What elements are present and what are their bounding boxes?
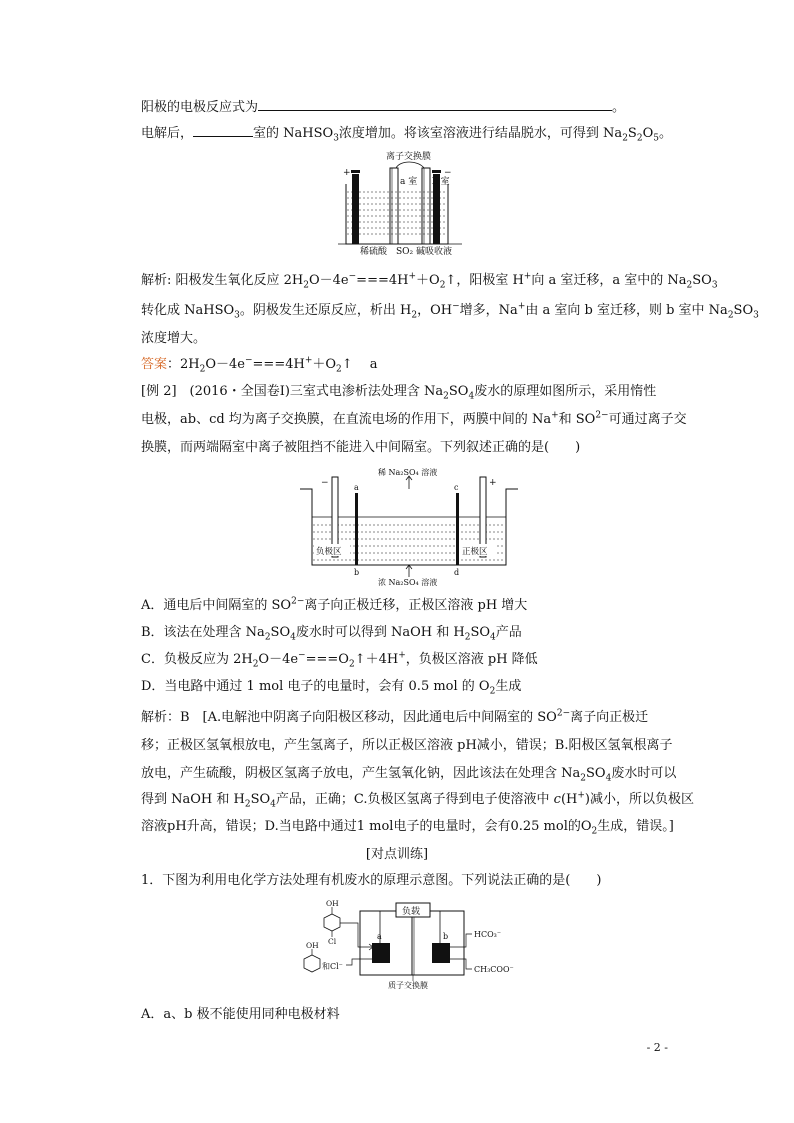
room-a-label: a 室 (400, 177, 418, 187)
text: 室的 NaHSO (253, 126, 334, 141)
text: ===O (305, 652, 349, 667)
answer-blank (193, 124, 253, 137)
answer-blank (258, 98, 612, 111)
text: D．当电路中通过 1 mol 电子的电量时，会有 0.5 mol 的 O (141, 679, 490, 694)
text: 换膜，而两端隔室中离子被阻挡不能进入中间隔室。下列叙述正确的是( ) (141, 440, 581, 455)
electrode-a (372, 943, 390, 963)
text: 解析: 阳极发生氧化反应 2H (141, 273, 304, 288)
figure-organic-wastewater-cell (296, 897, 518, 989)
anode-equation-line (141, 98, 625, 117)
text: 增多，Na (459, 303, 518, 318)
text: SO (470, 625, 491, 640)
arrow-out (346, 959, 372, 965)
chlorophenol-ring (324, 914, 340, 931)
question-1-option-a: A．a、b 极不能使用同种电极材料 (141, 1007, 340, 1022)
label-d: d (454, 568, 460, 577)
load-label: 负载 (402, 907, 421, 917)
right-liquid-label: SO₂ 碱吸收液 (396, 247, 453, 256)
text: 离子向正极迁移，正极区溶液 pH 增大 (304, 598, 528, 613)
text: (H (560, 792, 578, 807)
analysis-1-line-2: 转化成 NaHSO$_3$。阴极发生还原反应，析出 $H_2$，OH−增多，Na+由 a 室向 b 室迁移，则 b 室中 $Na_2SO_3$ (141, 301, 759, 321)
text: SO (270, 625, 291, 640)
figure-electrolysis-cell-1 (338, 148, 476, 256)
text: 阳极的电极反应式为 (141, 100, 259, 115)
analysis-2-line-1: 解析：B [A.电解池中阴离子向阳极区移动，因此通电后中间隔室的 $SO^{2-}$离子向正极迁 (141, 708, 649, 725)
membrane-label: 离子交换膜 (386, 152, 432, 162)
text: ===4H (252, 357, 305, 372)
membrane-cd (456, 493, 459, 565)
analysis-2-line-2 (141, 737, 672, 755)
text: C．负极反应为 2H (141, 652, 253, 667)
text: ，负极区溶液 pH 降低 (405, 652, 538, 667)
label-b: b (354, 568, 360, 577)
text: 和 SO (558, 412, 596, 427)
text: 产品，正确；C.负极区氢离子得到电子使溶液中 (275, 792, 554, 807)
text: 产品 (495, 625, 522, 640)
text: B．该法在处理含 Na (141, 625, 265, 640)
section-heading: [对点训练] (365, 847, 429, 862)
page-number: - 2 - (646, 1041, 668, 1054)
right-terminal (432, 170, 441, 173)
option-a: A．通电后中间隔室的 $SO^{2-}$离子向正极迁移，正极区溶液 pH 增大 (141, 596, 528, 613)
plus-sign: + (489, 478, 497, 488)
option-c: C．负极反应为 $2H_2O-4e^-===O_2↑+4H^+$，负极区溶液 pH 降低 (141, 650, 538, 670)
text: ：2H (167, 357, 200, 372)
text: 转化成 NaHSO (141, 303, 235, 318)
arrow-acetate (450, 959, 472, 969)
text: c (553, 792, 561, 807)
text: 溶液pH升高，错误；D.当电路中通过1 mol电子的电量时，会有0.25 mol的O (141, 819, 592, 834)
example-2-line-3 (141, 439, 580, 457)
text: 废水的原理如图所示，采用惰性 (474, 384, 657, 399)
option-d: D．当电路中通过 1 mol 电子的电量时，会有 0.5 mol 的 $O_2$生成 (141, 679, 522, 697)
text: ，OH (417, 303, 453, 318)
example-2-line-2: 电极，ab、cd 均为离子交换膜，在直流电场的作用下，两膜中间的 Na+和 $SO^{2-}$可通过离子交 (141, 410, 687, 427)
hco3-label: HCO₃⁻ (474, 930, 502, 939)
analysis-2-line-4: 得到 NaOH 和 $H_2SO_4$产品，正确；C.负极区氢离子得到电子使溶液中 c(H+)减小，所以负极区 (141, 790, 694, 810)
analysis-2-line-5: 溶液pH升高，错误；D.当电路中通过1 mol电子的电量时，会有0.25 mol的$O_2$生成，错误。] (141, 819, 674, 837)
answer-1-line: 答案：$2H_2O-4e^-===4H^++O_2↑$ a (141, 355, 378, 375)
membrane-pointer (396, 162, 424, 168)
text: ===4H (356, 273, 409, 288)
phenol-ring (304, 955, 320, 972)
analysis-1-line-3 (141, 330, 206, 348)
text: 废水时可以 (611, 766, 677, 781)
text: [例 2] (2016・全国卷Ⅰ)三室式电渗析法处理含 Na (141, 384, 444, 399)
minus-sign: − (321, 478, 329, 488)
text: ↑ a (341, 357, 378, 372)
bottom-solution-label: 浓 Na₂SO₄ 溶液 (378, 578, 438, 587)
analysis-2-line-3: 放电，产生硫酸，阴极区氢离子放电，产生氢氧化钠，因此该法在处理含 $Na_2SO_4$废水时可以 (141, 766, 677, 784)
text: 废水时可以得到 NaOH 和 H (295, 625, 465, 640)
oh-label: OH (326, 899, 339, 908)
figure-electrodialysis-cell (300, 465, 518, 587)
text: O－4e (205, 357, 245, 372)
option-b: B．该法在处理含 $Na_2SO_4$废水时可以得到 NaOH 和 $H_2SO_4$产品 (141, 625, 522, 643)
text: 放电，产生硫酸，阴极区氢离子放电，产生氢氧化钠，因此该法在处理含 Na (141, 766, 581, 781)
text: 电解后， (141, 126, 194, 141)
oh2-label: OH (306, 941, 319, 950)
text: 电极，ab、cd 均为离子交换膜，在直流电场的作用下，两膜中间的 Na (141, 412, 552, 427)
text: 。 (612, 100, 626, 115)
electrode-b (432, 943, 450, 963)
text: 由 a 室向 b 室迁移，则 b 室中 Na (525, 303, 728, 318)
text: SO (586, 766, 606, 781)
label-c: c (454, 483, 459, 492)
text: ↑＋4H (354, 652, 399, 667)
text: 浓度增加。将该室溶液进行结晶脱水，可得到 Na (338, 126, 623, 141)
text: 得到 NaOH 和 H (141, 792, 245, 807)
text: ＋O (416, 273, 440, 288)
example-2-line-1: [例 2] (2016・全国卷Ⅰ)三室式电渗析法处理含 $Na_2SO_4$废水的原理如图所示，采用惰性 (141, 384, 657, 402)
text: O－4e (309, 273, 349, 288)
top-solution-label: 稀 Na₂SO₄ 溶液 (378, 468, 438, 477)
cl-label: Cl (328, 937, 337, 946)
positive-region-label: 正极区 (462, 547, 488, 557)
arrow-hco3 (450, 934, 472, 947)
left-terminal (351, 170, 360, 173)
and-cl-label: 和Cl⁻ (322, 962, 343, 971)
text: 向 a 室迁移，a 室中的 Na (531, 273, 687, 288)
after-electrolysis-line: 电解后， 室的 NaHSO$_3$浓度增加。将该室溶液进行结晶脱水，可得到 $Na_2S_2O_5$。 (141, 126, 672, 144)
membrane-label: 质子交换膜 (388, 981, 428, 989)
text: A．通电后中间隔室的 SO (141, 598, 292, 613)
label-a: a (377, 932, 382, 941)
text: 生成，错误。] (597, 819, 674, 834)
plus-sign: + (343, 168, 351, 178)
acetate-label: CH₃COO⁻ (474, 965, 514, 974)
text: ＋O (312, 357, 337, 372)
membrane-ab (355, 493, 358, 565)
answer-label: 答案 (141, 357, 168, 372)
text: 。 (658, 126, 672, 141)
text: 生成 (495, 679, 522, 694)
left-liquid-label: 稀硫酸 (360, 247, 388, 256)
arrow-in (340, 923, 372, 947)
membrane-a (390, 168, 398, 244)
text: SO (448, 384, 469, 399)
negative-region-label: 负极区 (316, 547, 342, 557)
analysis-1-line-1: 解析: 阳极发生氧化反应 $2H_2O-4e^-===4H^++O_2↑$，阳极室 H+向 a 室迁移，a 室中的 $Na_2SO_3$ (141, 271, 718, 291)
text: O－4e (258, 652, 299, 667)
question-1: 1．下图为利用电化学方法处理有机废水的原理示意图。下列说法正确的是( ) (141, 873, 602, 888)
text: ↑，阳极室 H (445, 273, 524, 288)
label-b: b (443, 932, 449, 941)
text: 。阴极发生还原反应，析出 H (239, 303, 412, 318)
left-electrode (352, 174, 359, 244)
text: 解析：B [A.电解池中阴离子向阳极区移动，因此通电后中间隔室的 SO (141, 710, 557, 725)
minus-sign: − (444, 168, 452, 178)
text: 浓度增大。 (141, 331, 207, 346)
text: SO (692, 273, 712, 288)
text: SO (733, 303, 754, 318)
text: 移；正极区氢氧根放电，产生氢离子，所以正极区溶液 pH减小，错误；B.阳极区氢氧根离子 (141, 738, 673, 753)
text: 离子向正极迁 (570, 710, 649, 725)
membrane-b (422, 168, 430, 244)
room-b-label: b 室 (432, 177, 450, 187)
label-a: a (354, 483, 359, 492)
text: SO (250, 792, 271, 807)
text: )减小，所以负极区 (584, 792, 694, 807)
text: 可通过离子交 (608, 412, 687, 427)
